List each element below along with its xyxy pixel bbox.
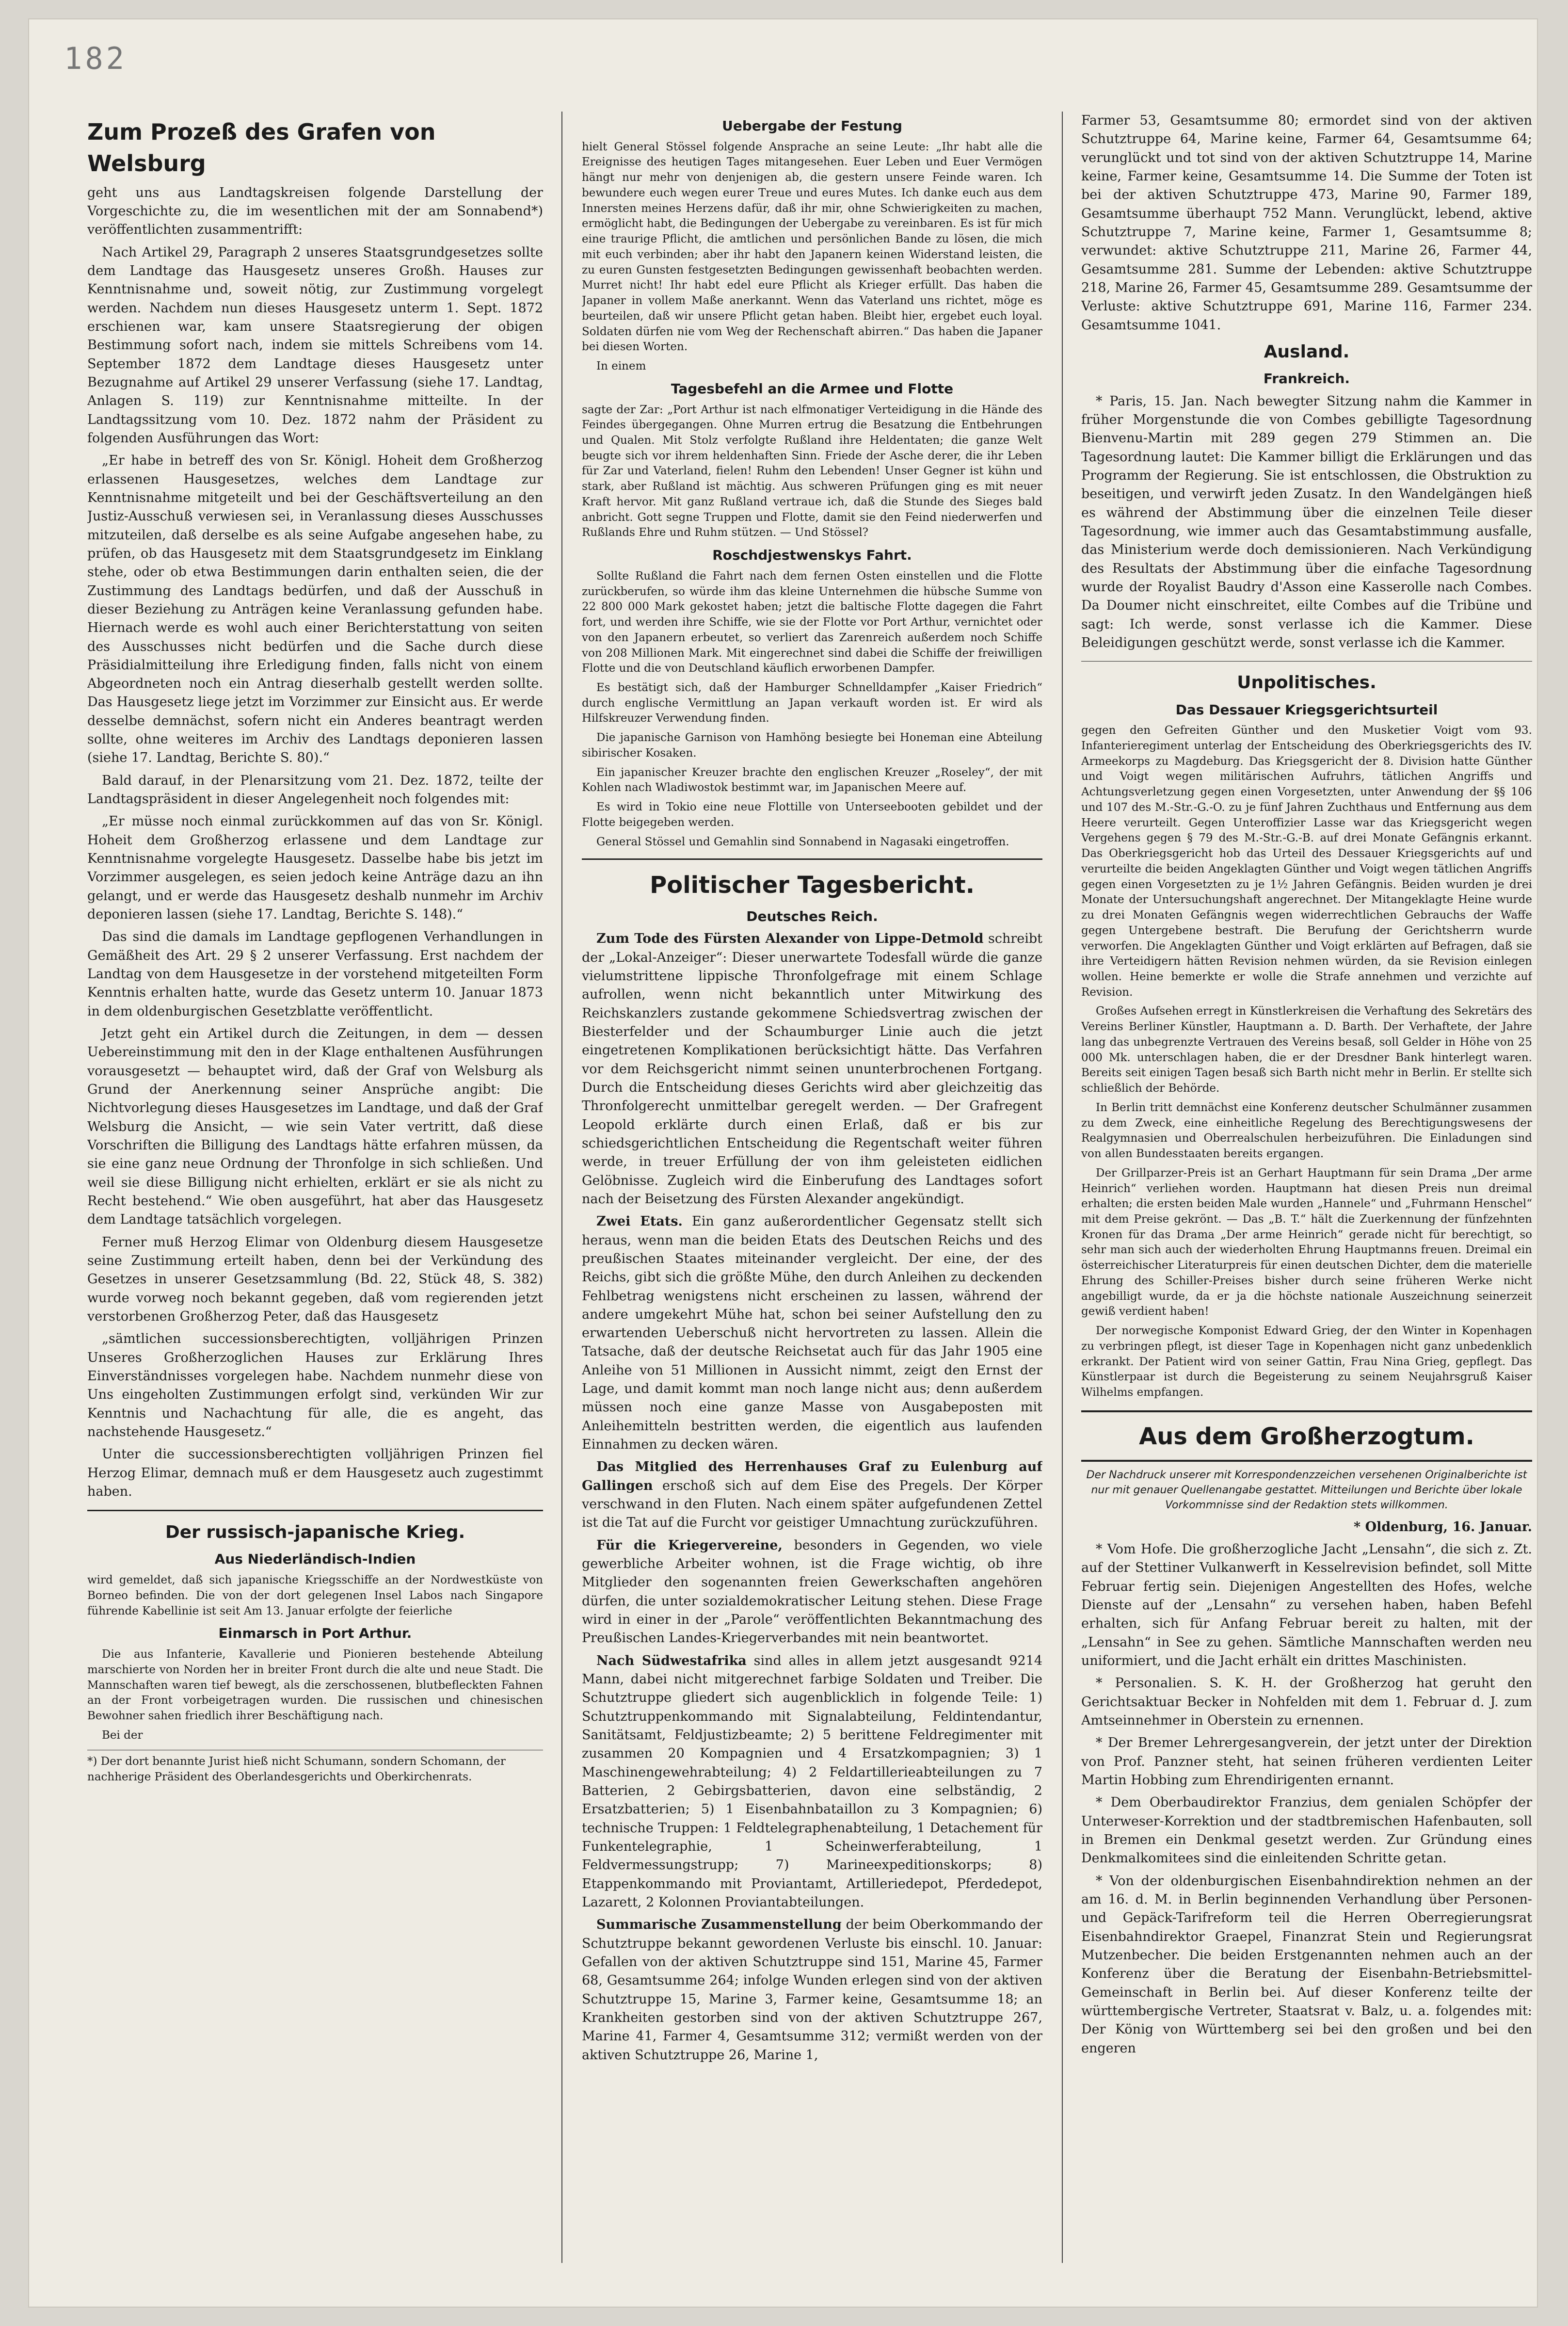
section-title-politics: Politischer Tagesbericht. [650, 872, 975, 899]
page-number: 182 [64, 41, 127, 76]
paragraph: Großes Aufsehen erregt in Künstlerkreisen die Verhaftung des Sekretärs des Vereins Berliner Künstler, Hauptmann a. D. Barth. Der Verhaftete, der Jahre lang das unbegrenzte Vertrauen des Vereins besaß, soll Gelder in Höhe von 25 000 Mk. unterschlagen haben, die er der Dresdner Bank hinterlegt waren. Bereits seit einigen Tagen besaß sich Barth nicht mehr in Berlin. Er stellte sich schließlich der Behörde. [1081, 1005, 1532, 1095]
section-title-unpolitical: Unpolitisches. [1237, 673, 1376, 693]
paragraph: Es wird in Tokio eine neue Flottille von Unterseebooten gebildet und der Flotte beigegeben werden. [582, 801, 1042, 829]
item-lead: Zwei Etats. [596, 1214, 683, 1229]
section-title-abroad: Ausland. [1264, 341, 1350, 362]
item-lead: Nach Südwestafrika [596, 1653, 747, 1668]
paragraph: In Berlin tritt demnächst eine Konferenz deutscher Schulmänner zusammen zu dem Zweck, eine einheitliche Regelung des Berechtigungswesens der Realgymnasien und Oberrealschulen herbeizuführen. Die Einladungen sind von allen Bundesstaaten bereits ergangen. [1081, 1101, 1532, 1161]
paragraph: Der Grillparzer-Preis ist an Gerhart Hauptmann für sein Drama „Der arme Heinrich“ verliehen worden. Hauptmann hat diesen Preis nun dreimal erhalten; die ersten beiden Male wurden „Hannele“ und „Fuhrmann Henschel“ mit dem Preise gekrönt. — Das „B. T.“ hält die Zuerkennung der fünfzehnten Kronen für das Drama „Der arme Heinrich“ gerade nicht für berechtigt, so sehr man sich auch der wiederholten Ehrung Hauptmanns freuen. Dreimal ein österreichischer Literaturpreis für einen deutschen Dichter, dem die materielle Ehrung des Schiller-Preises bisher durch seine früheren Werke nicht angebilligt wurde, da er ja die höchste nationale Auszeichnung seinerzeit gewiß verdient haben! [1081, 1166, 1532, 1318]
column-right [1081, 112, 1532, 2263]
section-title-grand-duchy: Aus dem Großherzogtum. [1139, 1422, 1474, 1450]
subheading: Aus Niederländisch-Indien [214, 1551, 416, 1567]
paragraph: „sämtlichen successionsberechtigten, volljährigen Prinzen Unseres Großherzoglichen Hauses zur Erklärung Ihres Einverständnisses vorgelegen habe. Nachdem nunmehr diese von Uns eingeholten Zustimmungen erfolgt sind, verkünden Wir zur Kenntnis und Nachachtung für alle, die es angeht, das nachstehende Hausgesetz.“ [87, 1331, 543, 1439]
section-rule [87, 1510, 543, 1511]
paragraph: * Vom Hofe. Die großherzogliche Jacht „Lensahn“, die sich z. Zt. auf der Stettiner Vulkanwerft in Kesselrevision befindet, soll Mitte Februar fertig sein. Diejenigen Angestellten des Hofes, welche Dienste auf der „Lensahn“ zu versehen haben, haben Befehl erhalten, sich für Anfang Februar bereit zu halten, mit der „Lensahn“ in See zu gehen. Sämtliche Mannschaften werden neu uniformiert, und die Jacht erhält ein drittes Maschinisten. [1081, 1542, 1532, 1668]
item-text: Ein ganz außerordentlicher Gegensatz stellt sich heraus, wenn man die beiden Etats des Deutschen Reichs und des preußischen Staates miteinander vergleicht. Der eine, der des Reichs, gibt sich die größte Mühe, den durch Anleihen zu deckenden Fehlbetrag wenigstens nicht erscheinen zu lassen, während der andere umgekehrt Mühe hat, schon bei seiner Aufstellung den zu erwartenden Ueberschuß nicht hervortreten zu lassen. Allein die Tatsache, daß der deutsche Reichsetat auch für das Jahr 1905 eine Anleihe von 51 Millionen in Aussicht nimmt, zeigt den Ernst der Lage, und damit kommt man noch lange nicht aus; denn außerdem müssen noch eine ganze Masse von Ausgabeposten mit Anleihemitteln bestritten werden, die eigentlich aus laufenden Einnahmen zu decken wären. [582, 1214, 1042, 1453]
paragraph: Die japanische Garnison von Hamhöng besiegte bei Honeman eine Abteilung sibirischer Kosaken. [582, 731, 1042, 759]
item-text: sind alles in allem jetzt ausgesandt 9214 Mann, dabei nicht mitgerechnet farbige Soldaten und Treiber. Die Schutztruppe gliedert sich augenblicklich in folgende Teile: 1) Schutztruppenkommando mit Signalabteilung, Feldintendantur, Sanitätsamt, Feldjustizbeamte; 2) 5 berittene Feldregimenter mit zusammen 20 Kompagnien und 4 Ersatzkompagnien; 3) 1 Maschinengewehrabteilung; 4) 2 Feldartillerieabteilungen zu 7 Batterien, 2 Gebirgsbatterien, davon eine selbständig, 2 Ersatzbatterien; 5) 1 Eisenbahnbataillon zu 3 Kompagnien; 6) technische Truppen: 1 Feldtelegraphenabteilung, 1 Detachement für Funkentelegraphie, 1 Scheinwerferabteilung, 1 Feldvermessungstrupp; 7) Marineexpeditionskorps; 8) Etappenkommando mit Proviantamt, Artilleriedepot, Pferdedepot, Lazarett, 2 Kolonnen Proviantabteilungen. [582, 1653, 1042, 1910]
paragraph: Jetzt geht ein Artikel durch die Zeitungen, in dem — dessen Uebereinstimmung mit den in der Klage enthaltenen Ausführungen vorausgesetzt — behauptet wird, daß der Graf von Welsburg als Grund der Anerkennung seiner Ansprüche angibt: Die Nichtvorlegung dieses Hausgesetzes im Landtage, und daß der Graf Welsburg die Ansicht, — wie sein Vater vertritt, daß diese Vorschriften die Billigung des Landtags hätte erfahren müssen, da sie eine ganz neue Ordnung der Thronfolge in sich schließen. Und weil sie diese Billigung nicht erhielten, erklärt er sie als nicht zu Recht bestehend.“ Wie oben ausgeführt, hat aber das Hausgesetz dem Landtage tatsächlich vorgelegen. [87, 1026, 543, 1228]
column-middle [582, 112, 1042, 2263]
section-rule [582, 858, 1042, 860]
column-left [87, 112, 543, 2263]
paragraph: General Stössel und Gemahlin sind Sonnabend in Nagasaki eingetroffen. [596, 835, 1009, 848]
paragraph: In einem [596, 360, 646, 373]
item-text: schreibt der „Lokal-Anzeiger“: Dieser unerwartete Todesfall würde die ganze vielumstrittene lippische Thronfolgefrage mit einem Schlage aufrollen, wenn nicht bekanntlich unter Mitwirkung des Reichskanzlers zustande gekommene Schiedsvertrag zwischen der Biesterfelder und der Schaumburger Linie auch die jetzt eingetretenen Komplikationen berücksichtigt hätte. Das Verfahren vor dem Reichsgericht nimmt seinen ununterbrochenen Fortgang. Durch die Entscheidung dieses Gerichts wird aber gleichzeitig das Thronfolgerecht unmittelbar geregelt werden. — Der Grafregent Leopold erklärte durch einen Erlaß, daß er bis zur schiedsgerichtlichen Entscheidung die Regentschaft weiter führen werde, in treuer Erfüllung der von ihm geleisteten eidlichen Gelöbnisse. Zugleich wird die Einberufung des Landtages sofort nach der Beisetzung des Fürsten Alexander angekündigt. [582, 931, 1042, 1207]
subheading: Roschdjestwenskys Fahrt. [712, 547, 912, 564]
paragraph: sagte der Zar: „Port Arthur ist nach elfmonatiger Verteidigung in die Hände des Feindes übergegangen. Ohne Murren ertrug die Besatzung die Entbehrungen und Qualen. Mit Stolz verfolgte Rußland ihre Heldentaten; die ganze Welt beugte sich vor ihrem heldenhaften Sinn. Friede der Asche derer, die ihr Leben für Zar und Vaterland, fielen! Ruhm den Lebenden! Unser Gegner ist kühn und stark, aber Rußland ist mächtig. Aus schweren Prüfungen ging es mit neuer Kraft hervor. Mit ganz Rußland vertraue ich, daß die Stunde des Sieges bald anbricht. Gott segne Truppen und Flotte, damit sie den Feind niederwerfen und Rußlands Ehre und Ruhm stützen. — Und Stössel? [582, 403, 1042, 539]
footnote: *) Der dort benannte Jurist hieß nicht Schumann, sondern Schomann, der nachherige Präsident des Oberlandesgerichts und Oberkirchenrats. [87, 1750, 543, 1784]
item-lead: Zum Tode des Fürsten Alexander von Lippe-Detmold [596, 931, 984, 947]
paragraph: „Er müsse noch einmal zurückkommen auf das von Sr. Königl. Hoheit dem Großherzog erlassene und dem Landtage zur Kenntnisnahme vorgelegte Hausgesetz. Dasselbe habe bis jetzt im Vorzimmer ausgelegen, es seien jedoch keine Anträge dazu an ihn gelangt, und er werde das Hausgesetz deshalb nunmehr im Archiv deponieren lassen (siehe 17. Landtag, Berichte S. 148).“ [87, 814, 543, 922]
paragraph: Nach Artikel 29, Paragraph 2 unseres Staatsgrundgesetzes sollte dem Landtage das Hausgesetz unseres Großh. Hauses zur Kenntnisnahme und, soweit nötig, zur Zustimmung vorgelegt werden. Nachdem nun dieses Hausgesetz unterm 1. Sept. 1872 erschienen war, kam unsere Staatsregierung der obigen Bestimmung sofort nach, indem sie mittels Schreibens vom 14. September 1872 dem Landtage dieses Hausgesetz unter Bezugnahme auf Artikel 29 unserer Verfassung (siehe 17. Landtag, Anlagen S. 119) zur Kenntnisnahme mitteilte. In der Landtagssitzung vom 10. Dez. 1872 nahm der Präsident zu folgenden Ausführungen das Wort: [87, 244, 543, 446]
section-header-box [1081, 1410, 1532, 1462]
subheading: Tagesbefehl an die Armee und Flotte [671, 380, 954, 397]
dateline: * Oldenburg, 16. Januar. [1354, 1519, 1532, 1535]
paragraph: * Paris, 15. Jan. Nach bewegter Sitzung nahm die Kammer in früher Morgenstunde die von Combes gebilligte Tagesordnung Bienvenu-Martin mit 289 gegen 279 Stimmen an. Die Tagesordnung lautet: Die Kammer billigt die Erklärungen und das Programm der Regierung. Sie ist entschlossen, die Obstruktion zu beseitigen, und verwirft jeden Zusatz. In den Wandelgängen hieß es während der Abstimmung über die einzelnen Teile dieser Tagesordnung, wie immer auch das Gesamtabstimmung ausfalle, das Ministerium werde doch demissionieren. Nach Verkündigung des Resultats der Abstimmung über die einfache Tagesordnung wurde der Royalist Baudry d'Asson eine Kasserolle nach Combes. Da Doumer nicht einschreitet, eilte Combes auf die Tribüne und sagt: Ich werde, sonst verlasse ich die Kammer. Diese Beleidigungen geschützt werde, sonst verlasse ich die Kammer. [1081, 393, 1532, 651]
paragraph: Farmer 53, Gesamtsumme 80; ermordet sind von der aktiven Schutztruppe 64, Marine keine, Farmer 64, Gesamtsumme 64; verunglückt und tot sind von der aktiven Schutztruppe 14, Marine keine, Farmer keine, Gesamtsumme 14. Die Summe der Toten ist bei der aktiven Schutztruppe 473, Marine 90, Farmer 189, Gesamtsumme überhaupt 752 Mann. Verunglückt, lebend, aktive Schutztruppe 7, Marine keine, Farmer 1, Gesamtsumme 8; verwundet: aktive Schutztruppe 211, Marine 26, Farmer 44, Gesamtsumme 281. Summe der Lebenden: aktive Schutztruppe 218, Marine 26, Farmer 45, Gesamtsumme 289. Gesamtsumme der Verluste: aktive Schutztruppe 691, Marine 116, Farmer 234. Gesamtsumme 1041. [1081, 113, 1532, 333]
subsection-title: Frankreich. [1263, 371, 1350, 387]
item-text: besonders in Gegenden, wo viele gewerbliche Arbeiter wohnen, ist die Frage wichtig, ob ihre Mitglieder den sogenannten freien Gewerkschaften angehören dürfen, die unter sozialdemokratischer Leitung stehen. Diese Frage wird in einer in der „Parole“ veröffentlichten Bekanntmachung des Preußischen Landes-Kriegerverbandes mit nein beantwortet. [582, 1537, 1042, 1646]
paragraph: Sollte Rußland die Fahrt nach dem fernen Osten einstellen und die Flotte zurückberufen, so würde ihm das kleine Unternehmen die hübsche Summe von 22 800 000 Mark gekostet haben; jetzt die baltische Flotte dagegen die Fahrt fort, und werden ihre Schiffe, wie sie der Flotte vor Port Arthur, vernichtet oder von den Japanern erbeutet, so verliert das Zarenreich außerdem noch Schiffe von 208 Millionen Mark. Mit eingerechnet sind dabei die Schiffe der freiwilligen Flotte und die von Deutschland käuflich erworbenen Dampfer. [582, 569, 1042, 675]
paragraph: Ferner muß Herzog Elimar von Oldenburg diesem Hausgesetze seine Zustimmung erteilt haben, denn bei der Verkündung des Gesetzes in unserer Gesetzsammlung (Bd. 22, Stück 48, S. 382) wurde vorweg noch bekannt gegeben, daß vom regierenden jetzt verstorbenen Großherzog Peter, daß das Hausgesetz [87, 1234, 543, 1324]
paragraph: hielt General Stössel folgende Ansprache an seine Leute: „Ihr habt alle die Ereignisse des heutigen Tages mitangesehen. Euer Leben und Euer Vermögen hängt nur mehr von denjenigen ab, die gestern unsere Feinde waren. Ich bewundere euch wegen eurer Treue und eures Mutes. Ich danke euch aus dem Innersten meines Herzens dafür, daß ihr mir, ohne Schwierigkeiten zu machen, ermöglicht habt, die Bedingungen der Uebergabe zu vereinbaren. Es ist für mich eine traurige Pflicht, die amtlichen und persönlichen Bande zu lösen, die mich mit euch verbinden; aber ihr habt den Japanern keinen Widerstand leisten, die zu euren Gunsten festgesetzten Bedingungen gewissenhaft beobachten werden. Murret nicht! Ihr habt edel eure Pflicht als Krieger erfüllt. Das haben die Japaner in vollem Maße anerkannt. Wenn das Vaterland uns richtet, möge es beurteilen, daß wir unsere Pflicht getan haben. Bleibt hier, ergebet euch loyal. Soldaten dürfen nie vom Weg der Rechenschaft abirren.“ Das haben die Japaner bei diesen Worten. [582, 140, 1042, 354]
paragraph: Unter die successionsberechtigten volljährigen Prinzen fiel Herzog Elimar, demnach muß er dem Hausgesetz auch zugestimmt haben. [87, 1447, 543, 1499]
item-lead: Das Mitglied des Herrenhauses Graf zu Eulenburg auf Gallingen [582, 1459, 1042, 1493]
subheading: Das Dessauer Kriegsgerichtsurteil [1175, 701, 1438, 718]
subsection-title: Deutsches Reich. [746, 908, 878, 924]
subheading: Uebergabe der Festung [722, 118, 902, 134]
newspaper-page [29, 19, 1537, 2307]
paragraph: wird gemeldet, daß sich japanische Kriegsschiffe an der Nordwestküste von Borneo befinden. Die von der dort gelegenen Insel Labos nach Singapore führende Kabellinie ist seit Am 13. Januar erfolgte der feierliche [87, 1574, 543, 1617]
column-divider [561, 112, 562, 2263]
paragraph: Bald darauf, in der Plenarsitzung vom 21. Dez. 1872, teilte der Landtagspräsident in dieser Angelegenheit noch folgendes mit: [87, 773, 543, 807]
item-text: der beim Oberkommando der Schutztruppe bekannt gewordenen Verluste bis einschl. 10. Januar: Gefallen von der aktiven Schutztruppe sind 151, Marine 45, Farmer 68, Gesamtsumme 264; infolge Wunden erlegen sind von der aktiven Schutztruppe 15, Marine 3, Farmer keine, Gesamtsumme 18; an Krankheiten gestorben sind von der aktiven Schutztruppe 267, Marine 41, Farmer 4, Gesamtsumme 312; vermißt werden von der aktiven Schutztruppe 26, Marine 1, [582, 1917, 1042, 2063]
reprint-note: Der Nachdruck unserer mit Korrespondenzzeichen versehenen Originalberichte ist nur mit genauer Quellenangabe gestattet. Mitteilungen und Berichte über lokale Vorkommnisse sind der Redaktion stets willkommen. [1086, 1469, 1527, 1512]
item-lead: Summarische Zusammenstellung [596, 1917, 842, 1933]
paragraph: Bei der [102, 1728, 143, 1742]
paragraph: Es bestätigt sich, daß der Hamburger Schnelldampfer „Kaiser Friedrich“ durch englische Vermittlung an Japan verkauft worden ist. Er wird als Hilfskreuzer Verwendung finden. [582, 681, 1042, 725]
paragraph: Die aus Infanterie, Kavallerie und Pionieren bestehende Abteilung marschierte von Norden her in breiter Front durch die alte und neue Stadt. Die Mannschaften waren tief bewegt, als die zerschossenen, blutbefleckten Fahnen an der Front vorbeigetragen wurden. Die russischen und chinesischen Bewohner sahen friedlich ihrer Beschäftigung nach. [87, 1648, 543, 1723]
item-lead: Für die Kriegervereine, [596, 1537, 783, 1553]
article-headline-welsburg: Zum Prozeß des Grafen von Welsburg [87, 119, 436, 177]
paragraph: gegen den Gefreiten Günther und den Musketier Voigt vom 93. Infanterieregiment unterlag der Entscheidung des Oberkriegsgerichts des IV. Armeekorps zu Magdeburg. Das Kriegsgericht der 8. Division hatte Günther und Voigt wegen militärischen Aufruhrs, tätlichen Angriffs und Achtungsverletzung gegen einen Vorgesetzten, unter Anwendung der §§ 106 und 107 des M.-Str.-G.-O. zu je fünf Jahren Zuchthaus und Entfernung aus dem Heere verurteilt. Gegen Unteroffizier Lasse war das Kriegsgericht wegen Vergehens gegen § 79 des M.-Str.-G.-B. auf drei Monate Gefängnis erkannt. Das Oberkriegsgericht hob das Urteil des Dessauer Kriegsgerichts auf und verurteilte die beiden Angeklagten Günther und Voigt wegen tätlichen Angriffs gegen einen Vorgesetzten zu je 1½ Jahren Gefängnis. Beiden wurden je drei Monate der Untersuchungshaft angerechnet. Der Mitangeklagte Heine wurde zu drei Monaten Gefängnis wegen widerrechtlichen Gebrauchs der Waffe gegen Untergebene bestraft. Die Berufung der Gerichtsherrn wurde verworfen. Die Angeklagten Günther und Voigt erklärten auf Befragen, daß sie ihre Verteidigern hätten Revision nehmen würden, da sie Revision einlegen wollen. Heine bemerkte er wolle die Strafe annehmen und verzichte auf Revision. [1081, 724, 1532, 999]
paragraph: Der norwegische Komponist Edward Grieg, der den Winter in Kopenhagen zu verbringen pflegt, ist dieser Tage in Kopenhagen nicht ganz unbedenklich erkrankt. Der Patient wird von seiner Gattin, Frau Nina Grieg, gepflegt. Das Künstlerpaar ist durch die Begeisterung zu seinem Neujahrsgruß Kaiser Wilhelms empfangen. [1081, 1325, 1532, 1399]
item-text: erschoß sich auf dem Eise des Pregels. Der Körper verschwand in den Fluten. Nach einem später aufgefundenen Zettel ist die Tat auf die Furcht vor geistiger Umnachtung zurückzuführen. [582, 1478, 1042, 1531]
section-title-war: Der russisch-japanische Krieg. [165, 1522, 465, 1543]
paragraph: geht uns aus Landtagskreisen folgende Darstellung der Vorgeschichte zu, die im wesentlichen mit der am Sonnabend*) veröffentlichten zusammentrifft: [87, 185, 543, 238]
column-divider [1062, 112, 1063, 2263]
paragraph: * Von der oldenburgischen Eisenbahndirektion nehmen an der am 16. d. M. in Berlin beginnenden Verhandlung über Personen- und Gepäck-Tarifreform teil die Herren Oberregierungsrat Eisenbahndirektor Graepel, Finanzrat Stein und Regierungsrat Mutzenbecher. Die beiden Erstgenannten nehmen auch an der Konferenz über die Beratung der Eisenbahn-Betriebsmittel-Gemeinschaft in Berlin bei. Auf dieser Konferenz teilte der württembergische Vertreter, Staatsrat v. Balz, u. a. folgendes mit: Der König von Württemberg sei bei den großen und bei den engeren [1081, 1873, 1532, 2056]
section-rule [1081, 661, 1532, 662]
paragraph: * Der Bremer Lehrergesangverein, der jetzt unter der Direktion von Prof. Panzner steht, hat seinen früheren verdienten Leiter Martin Hobbing zum Ehrendirigenten ernannt. [1081, 1735, 1532, 1788]
subheading: Einmarsch in Port Arthur. [218, 1625, 412, 1642]
paragraph: * Dem Oberbaudirektor Franzius, dem genialen Schöpfer der Unterweser-Korrektion und der stadtbremischen Hafenbauten, soll in Bremen ein Denkmal gesetzt werden. Zur Gründung eines Denkmalkomitees sind die einleitenden Schritte getan. [1081, 1795, 1532, 1866]
paragraph: Ein japanischer Kreuzer brachte den englischen Kreuzer „Roseley“, der mit Kohlen nach Wladiwostok bestimmt war, im Japanischen Meere auf. [582, 766, 1042, 794]
paragraph: * Personalien. S. K. H. der Großherzog hat geruht den Gerichtsaktuar Becker in Nohfelden mit dem 1. Februar d. J. zum Amtseinnehmer in Oberstein zu ernennen. [1081, 1676, 1532, 1728]
paragraph: Das sind die damals im Landtage gepflogenen Verhandlungen in Gemäßheit des Art. 29 § 2 unserer Verfassung. Erst nachdem der Landtag von dem Hausgesetze in der vorstehend mitgeteilten Form Kenntnis erhalten hatte, wurde das Gesetz unterm 10. Januar 1873 in dem oldenburgischen Gesetzblatte veröffentlicht. [87, 929, 543, 1019]
paragraph: „Er habe in betreff des von Sr. Königl. Hoheit dem Großherzog erlassenen Hausgesetzes, welches dem Landtage zur Kenntnisnahme mitgeteilt und bei der Geschäftsverteilung an den Justiz-Ausschuß verwiesen sei, in Veranlassung dieses Ausschusses mitzuteilen, daß derselbe es als seine Aufgabe angesehen habe, zu prüfen, ob das Hausgesetz mit dem Staatsgrundgesetz im Einklang stehe, oder ob etwa Bestimmungen darin enthalten seien, die der Zustimmung des Landtags bedürfen, und daß der Ausschuß in dieser Beziehung zu Anträgen keine Veranlassung gefunden habe. Hiernach werde es wohl auch einer Berichterstattung von seiten des Ausschusses nicht bedürfen und die Sache durch diese Präsidialmitteilung ihre Erledigung finden, falls nicht von einem Abgeordneten noch ein Antrag dieserhalb gestellt werden sollte. Das Hausgesetz liege jetzt im Vorzimmer zur Einsicht aus. Er werde desselbe demnächst, sofern nicht ein Anderes beantragt werden sollte, ohne weiteres im Archiv des Landtags deponieren lassen (siehe 17. Landtag, Berichte S. 80).“ [87, 453, 543, 766]
